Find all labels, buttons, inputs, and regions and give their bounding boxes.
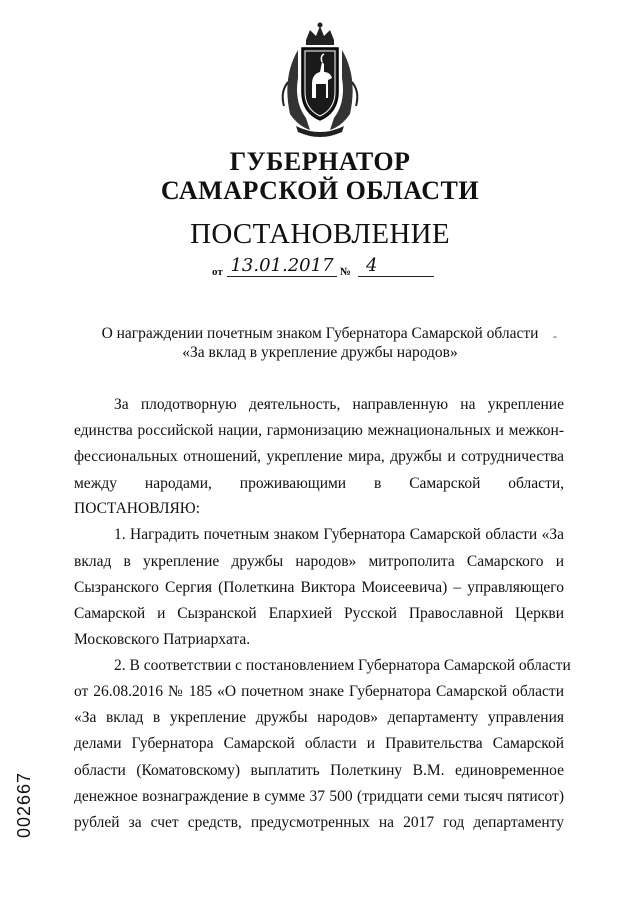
body-line: области (Коматовскому) выплатить Полеткину В.М. единовременное: [74, 762, 564, 779]
document-number: 4: [358, 256, 434, 277]
body-line: Московского Патриархата.: [74, 631, 251, 648]
body-line: ПОСТАНОВЛЯЮ:: [74, 500, 201, 517]
registration-number: 002667: [14, 771, 34, 838]
body-line: 1. Наградить почетным знаком Губернатора Самарской области «За: [114, 526, 564, 543]
issuer-title-line1: ГУБЕРНАТОР: [229, 147, 411, 176]
body-line: вклад в укрепление дружбы народов» митрополита Самарского и: [74, 553, 564, 570]
subject-line1: О награждении почетным знаком Губернатора Самарской области: [101, 325, 539, 342]
body-line: Сызранского Сергия (Полеткина Виктора Моисеевича) – управляющего: [74, 579, 564, 596]
body-line: денежное вознаграждение в сумме 37 500 (тридцати семи тысяч пятисот): [74, 788, 564, 805]
body-line: рублей за счет средств, предусмотренных на 2017 год департаменту: [74, 814, 564, 831]
body-line: фессиональных отношений, укрепление мира, дружбы и сотрудничества: [74, 448, 564, 465]
body-line: «За вклад в укрепление дружбы народов» департаменту управления: [74, 709, 564, 726]
date-number-line: [202, 256, 442, 280]
body-line: 2. В соответствии с постановлением Губернатора Самарской области: [114, 657, 571, 674]
date-label: от: [212, 266, 223, 278]
body-line: единства российской нации, гармонизацию межнациональных и межкон-: [74, 422, 564, 439]
body-line: между народами, проживающими в Самарской области,: [74, 475, 564, 492]
body-line: от 26.08.2016 № 185 «О почетном знаке Губернатора Самарской области: [74, 683, 564, 700]
body-line: Самарской и Сызранской Епархией Русской Православной Церкви: [74, 605, 564, 622]
subject-line2: «За вклад в укрепление дружбы народов»: [182, 344, 458, 361]
margin-mark: -: [553, 329, 557, 343]
coat-of-arms-icon: [276, 22, 364, 140]
document-type: ПОСТАНОВЛЕНИЕ: [190, 218, 450, 250]
document-date: 13.01.2017: [227, 256, 337, 277]
issuer-title-line2: САМАРСКОЙ ОБЛАСТИ: [160, 176, 480, 205]
body-line: За плодотворную деятельность, направленную на укрепление: [114, 396, 564, 413]
number-label: №: [340, 266, 352, 278]
body-line: делами Губернатора Самарской области и Правительства Самарской: [74, 735, 564, 752]
